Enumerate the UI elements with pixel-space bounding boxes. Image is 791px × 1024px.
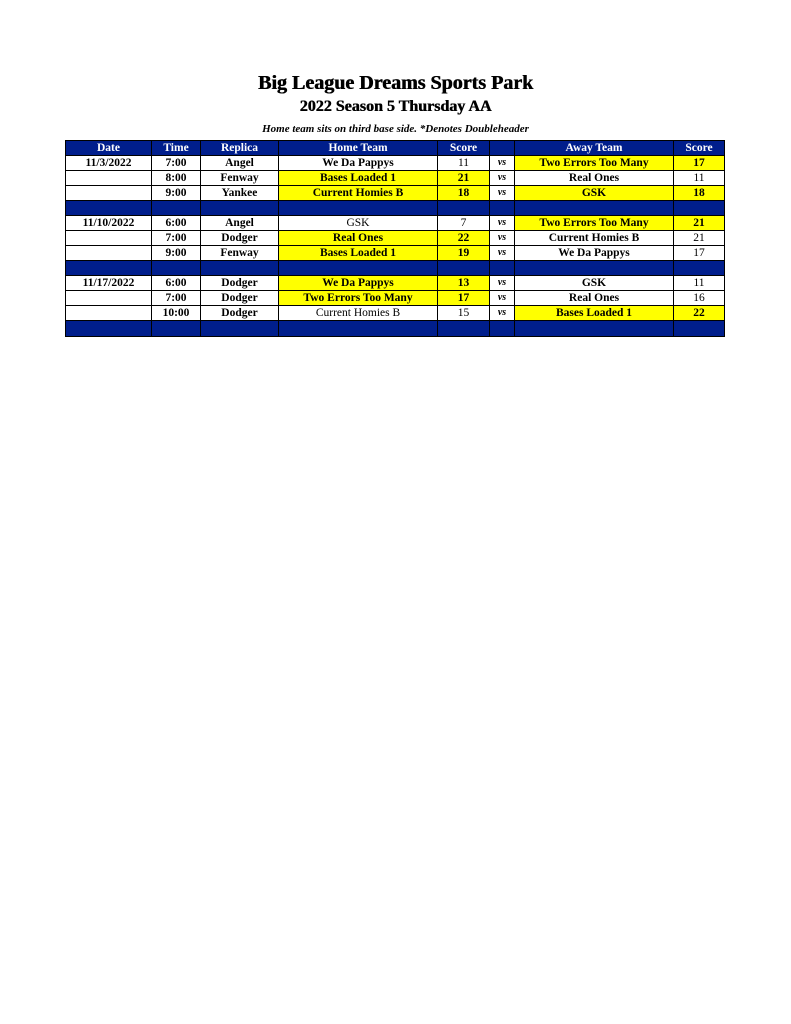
separator-cell xyxy=(279,201,438,216)
game-date xyxy=(66,231,152,246)
home-team: Two Errors Too Many xyxy=(279,291,438,306)
separator-cell xyxy=(515,201,674,216)
game-date xyxy=(66,171,152,186)
game-time: 8:00 xyxy=(152,171,201,186)
game-date: 11/17/2022 xyxy=(66,276,152,291)
separator-cell xyxy=(674,261,725,276)
home-team: Bases Loaded 1 xyxy=(279,171,438,186)
game-row xyxy=(66,216,725,231)
vs-label: vs xyxy=(490,246,515,261)
game-row xyxy=(66,171,725,186)
home-team: GSK xyxy=(279,216,438,231)
away-score: 16 xyxy=(674,291,725,306)
game-time: 9:00 xyxy=(152,246,201,261)
vs-label: vs xyxy=(490,306,515,321)
separator-cell xyxy=(515,321,674,337)
home-team: Real Ones xyxy=(279,231,438,246)
col-header-away-score: Score xyxy=(674,141,725,156)
game-replica: Fenway xyxy=(201,171,279,186)
vs-label: vs xyxy=(490,231,515,246)
game-row xyxy=(66,231,725,246)
game-date xyxy=(66,246,152,261)
game-replica: Dodger xyxy=(201,291,279,306)
away-team: GSK xyxy=(515,276,674,291)
game-row xyxy=(66,306,725,321)
game-replica: Angel xyxy=(201,156,279,171)
vs-label: vs xyxy=(490,291,515,306)
separator-cell xyxy=(674,201,725,216)
away-score: 18 xyxy=(674,186,725,201)
home-score: 7 xyxy=(438,216,490,231)
away-score: 17 xyxy=(674,246,725,261)
game-replica: Dodger xyxy=(201,306,279,321)
separator-cell xyxy=(279,321,438,337)
separator-cell xyxy=(201,321,279,337)
separator-cell xyxy=(490,261,515,276)
col-header-date: Date xyxy=(66,141,152,156)
game-row xyxy=(66,156,725,171)
game-time: 7:00 xyxy=(152,291,201,306)
schedule-table xyxy=(65,140,725,337)
game-time: 7:00 xyxy=(152,231,201,246)
away-team: GSK xyxy=(515,186,674,201)
away-team: Two Errors Too Many xyxy=(515,156,674,171)
away-score: 11 xyxy=(674,171,725,186)
home-score: 19 xyxy=(438,246,490,261)
separator-cell xyxy=(438,261,490,276)
schedule-note: Home team sits on third base side. *Denotes Doubleheader xyxy=(262,123,529,135)
col-header-away-team: Away Team xyxy=(515,141,674,156)
separator-cell xyxy=(201,201,279,216)
game-time: 9:00 xyxy=(152,186,201,201)
game-row xyxy=(66,276,725,291)
away-team: Bases Loaded 1 xyxy=(515,306,674,321)
home-score: 17 xyxy=(438,291,490,306)
separator-cell xyxy=(674,321,725,337)
home-score: 15 xyxy=(438,306,490,321)
game-replica: Angel xyxy=(201,216,279,231)
col-header-home-score: Score xyxy=(438,141,490,156)
game-time: 6:00 xyxy=(152,276,201,291)
separator-cell xyxy=(66,321,152,337)
separator-cell xyxy=(66,261,152,276)
away-team: Real Ones xyxy=(515,291,674,306)
game-row xyxy=(66,246,725,261)
game-replica: Dodger xyxy=(201,276,279,291)
home-score: 21 xyxy=(438,171,490,186)
vs-label: vs xyxy=(490,171,515,186)
page-title: Big League Dreams Sports Park xyxy=(257,72,534,94)
away-team: Current Homies B xyxy=(515,231,674,246)
away-score: 22 xyxy=(674,306,725,321)
game-date: 11/10/2022 xyxy=(66,216,152,231)
home-team: Current Homies B xyxy=(279,306,438,321)
home-team: We Da Pappys xyxy=(279,276,438,291)
away-score: 11 xyxy=(674,276,725,291)
separator-cell xyxy=(438,201,490,216)
game-replica: Dodger xyxy=(201,231,279,246)
separator-cell xyxy=(66,201,152,216)
home-score: 13 xyxy=(438,276,490,291)
separator-cell xyxy=(152,201,201,216)
separator-cell xyxy=(279,261,438,276)
season-subtitle: 2022 Season 5 Thursday AA xyxy=(299,98,492,115)
vs-label: vs xyxy=(490,156,515,171)
home-team: Bases Loaded 1 xyxy=(279,246,438,261)
game-date xyxy=(66,291,152,306)
away-team: Two Errors Too Many xyxy=(515,216,674,231)
game-row xyxy=(66,186,725,201)
vs-label: vs xyxy=(490,216,515,231)
separator-cell xyxy=(438,321,490,337)
game-time: 7:00 xyxy=(152,156,201,171)
separator-cell xyxy=(152,321,201,337)
table-header-row xyxy=(66,141,725,156)
vs-label: vs xyxy=(490,186,515,201)
separator-cell xyxy=(490,201,515,216)
col-header-vs xyxy=(490,141,515,156)
away-score: 21 xyxy=(674,216,725,231)
away-score: 17 xyxy=(674,156,725,171)
home-score: 18 xyxy=(438,186,490,201)
col-header-replica: Replica xyxy=(201,141,279,156)
separator-cell xyxy=(201,261,279,276)
game-replica: Fenway xyxy=(201,246,279,261)
col-header-home-team: Home Team xyxy=(279,141,438,156)
home-score: 22 xyxy=(438,231,490,246)
game-date xyxy=(66,306,152,321)
separator-cell xyxy=(515,261,674,276)
home-team: We Da Pappys xyxy=(279,156,438,171)
game-replica: Yankee xyxy=(201,186,279,201)
away-team: We Da Pappys xyxy=(515,246,674,261)
home-score: 11 xyxy=(438,156,490,171)
game-row xyxy=(66,291,725,306)
week-separator-row xyxy=(66,321,725,337)
home-team: Current Homies B xyxy=(279,186,438,201)
game-time: 6:00 xyxy=(152,216,201,231)
away-team: Real Ones xyxy=(515,171,674,186)
vs-label: vs xyxy=(490,276,515,291)
game-date: 11/3/2022 xyxy=(66,156,152,171)
separator-cell xyxy=(490,321,515,337)
separator-cell xyxy=(152,261,201,276)
away-score: 21 xyxy=(674,231,725,246)
week-separator-row xyxy=(66,201,725,216)
col-header-time: Time xyxy=(152,141,201,156)
week-separator-row xyxy=(66,261,725,276)
game-date xyxy=(66,186,152,201)
game-time: 10:00 xyxy=(152,306,201,321)
